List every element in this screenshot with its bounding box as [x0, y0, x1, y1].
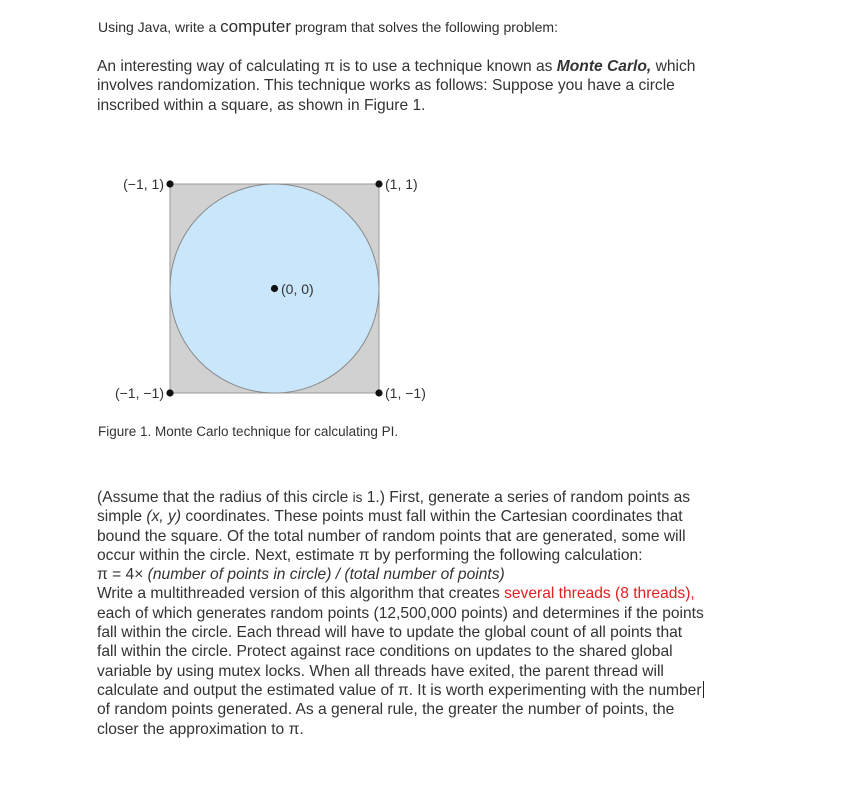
p2-line-9: fall within the circle. Protect against race conditions on updates to the shared global: [97, 643, 673, 661]
instruction-text: Using Java, write a: [98, 19, 221, 35]
label-top-right: (1, 1): [385, 176, 418, 192]
p1-text: is to use a technique known as: [334, 58, 557, 75]
p2-line-8: fall within the circle. Each thread will have to update the global count of all points that: [97, 624, 683, 642]
p2-line-7: each of which generates random points (12,500,000 points) and determines if the points: [97, 604, 704, 622]
p1-line-2: involves randomization. This technique works as follows: Suppose you have a circle: [97, 77, 675, 95]
p1-line-3: inscribed within a square, as shown in Figure 1.: [97, 96, 426, 114]
corner-dot-bottom-right: [375, 389, 382, 396]
corner-dot-top-right: [375, 180, 382, 187]
figure-caption: Figure 1. Monte Carlo technique for calculating PI.: [98, 424, 399, 439]
p1-line-1: [97, 57, 767, 76]
p2-line-4: [97, 546, 767, 565]
instruction-emphasis: computer: [220, 17, 292, 36]
label-top-left: (−1, 1): [123, 176, 164, 192]
corner-dot-bottom-left: [166, 389, 173, 396]
p2-line-2: [97, 507, 767, 526]
p2-line-11: [97, 681, 767, 700]
formula-prefix: π = 4×: [97, 566, 148, 584]
text-cursor: [703, 681, 704, 698]
p2-text: calculate and output the estimated value of: [97, 681, 398, 699]
p2-line-1: [97, 488, 767, 507]
pi-symbol: π: [358, 546, 370, 564]
p2-text: occur within the circle. Next, estimate: [97, 546, 359, 564]
threads-highlight: several threads (8 threads),: [504, 585, 695, 603]
p2-text: (Assume that the radius of this circle: [97, 489, 353, 506]
problem-paragraph-2: [97, 488, 767, 739]
formula-line: [97, 565, 767, 584]
p2-text: by performing the following calculation:: [369, 546, 643, 564]
label-center: (0, 0): [281, 281, 314, 297]
p2-text: Write a multithreaded version of this algorithm that creates: [97, 585, 505, 603]
p2-text-small: is: [352, 490, 363, 505]
p1-text: An interesting way of calculating: [97, 58, 325, 75]
p2-text: coordinates. These points must fall within the Cartesian coordinates that: [181, 508, 683, 526]
corner-dot-top-left: [166, 180, 173, 187]
p2-text: 1.) First, generate a series of random points as: [362, 489, 691, 506]
p2-text: simple: [97, 508, 147, 526]
p2-line-6: [97, 584, 767, 603]
monte-carlo-figure: [96, 168, 456, 408]
instruction-line: [98, 17, 558, 37]
label-bottom-left: (−1, −1): [114, 385, 164, 401]
center-dot: [271, 285, 278, 292]
p2-line-13: [97, 720, 767, 739]
p2-text: . It is worth experimenting with the number: [408, 681, 702, 699]
pi-symbol: π: [397, 681, 409, 699]
p2-line-3: bound the square. Of the total number of random points that are generated, some will: [97, 527, 686, 545]
p2-line-12: of random points generated. As a general rule, the greater the number of points, the: [97, 701, 675, 719]
pi-symbol: π: [288, 720, 300, 738]
p2-text: closer the approximation to: [97, 720, 289, 738]
xy-term: (x, y): [146, 508, 182, 526]
monte-carlo-term: Monte Carlo,: [556, 58, 652, 75]
label-bottom-right: (1, −1): [385, 385, 426, 401]
pi-symbol: π: [324, 58, 335, 75]
formula-ratio: (number of points in circle) / (total number of points): [147, 566, 505, 584]
p2-text: .: [299, 720, 304, 738]
p2-line-10: variable by using mutex locks. When all threads have exited, the parent thread will: [97, 662, 664, 680]
problem-paragraph-1: [97, 57, 767, 115]
p1-text: which: [651, 58, 696, 75]
instruction-text-end: program that solves the following problem:: [291, 19, 558, 35]
